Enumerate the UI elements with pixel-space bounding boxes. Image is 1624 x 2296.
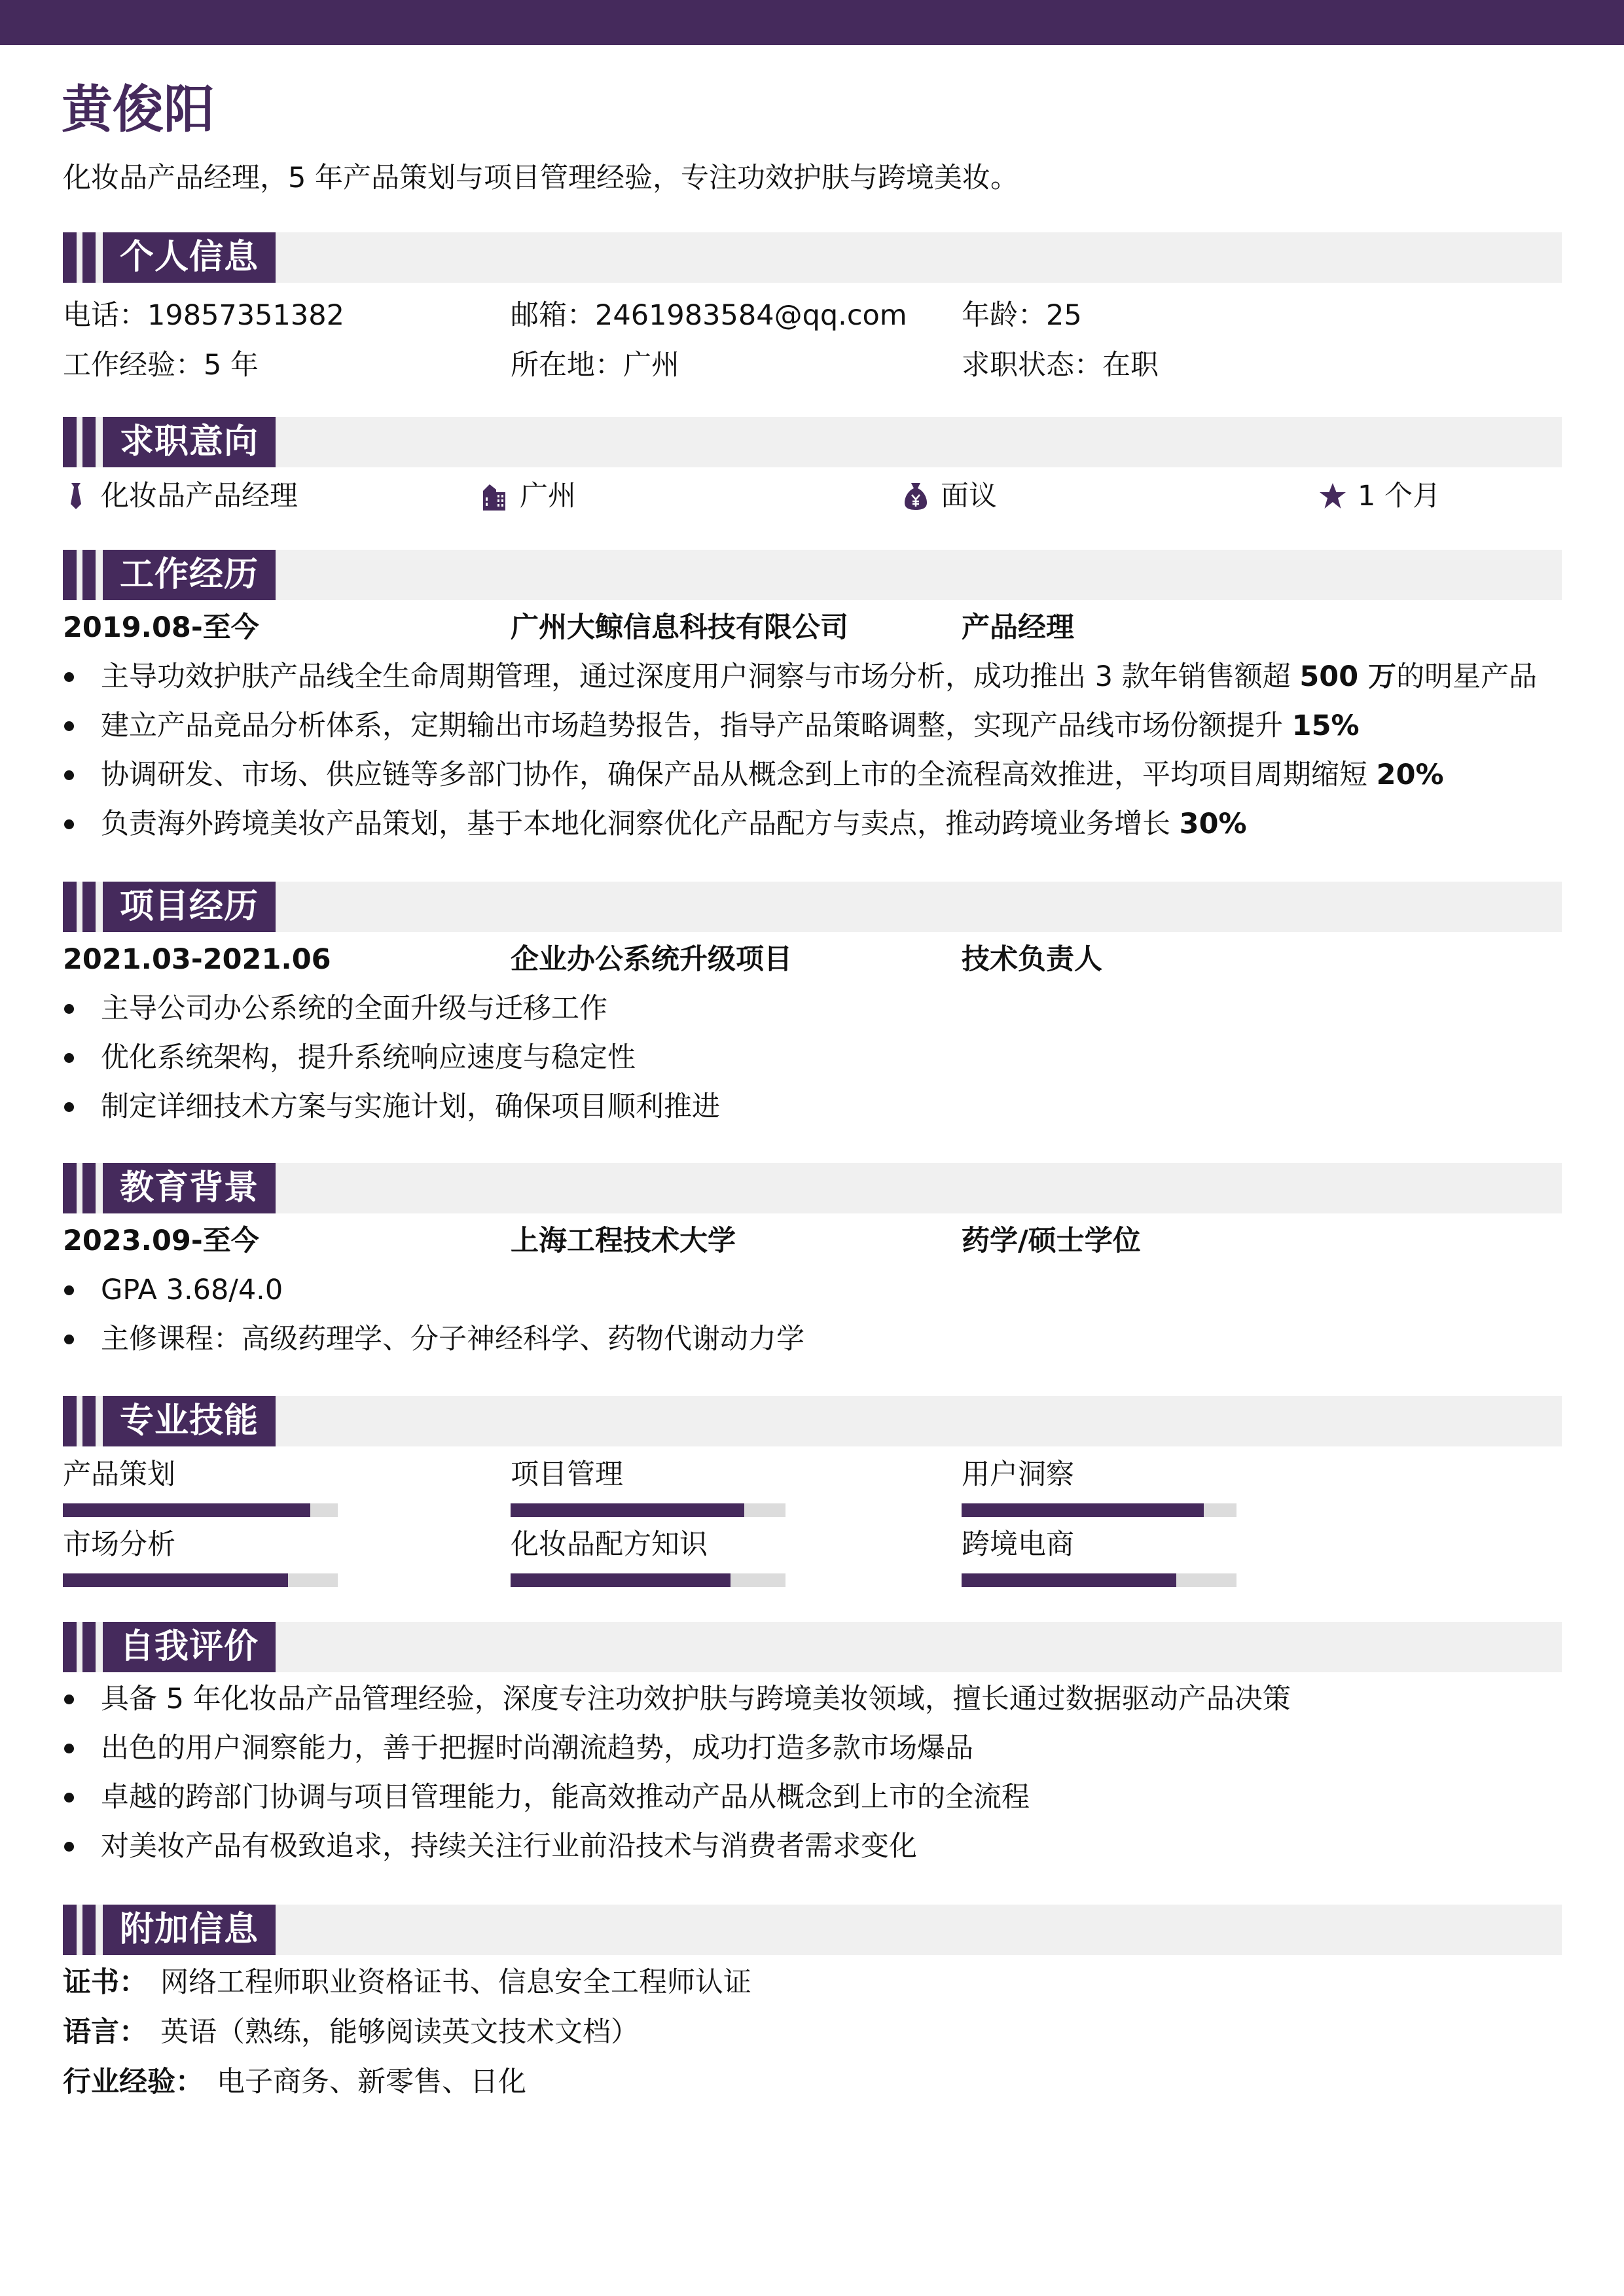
list-item: 主导公司办公系统的全面升级与迁移工作 — [63, 984, 1562, 1033]
extra-value: 电子商务、新零售、日化 — [217, 2066, 526, 2098]
header-stripe — [63, 232, 77, 283]
building-icon — [482, 482, 508, 511]
skill-name: 产品策划 — [63, 1458, 175, 1491]
project-role: 技术负责人 — [962, 943, 1102, 976]
skill-name: 项目管理 — [511, 1458, 623, 1491]
skill-name: 用户洞察 — [962, 1458, 1074, 1491]
list-item: 协调研发、市场、供应链等多部门协作，确保产品从概念到上市的全流程高效推进，平均项目周期缩短 20% — [63, 751, 1562, 800]
phone: 电话：19857351382 — [63, 299, 344, 332]
section-title: 工作经历 — [103, 550, 276, 600]
section-header — [63, 882, 1562, 932]
job-status: 求职状态：在职 — [962, 349, 1159, 382]
extra-certificates — [63, 1958, 1562, 2007]
education-degree: 药学/硕士学位 — [962, 1225, 1141, 1257]
section-personal-info — [63, 232, 1562, 390]
header-stripe — [63, 1622, 77, 1672]
list-item: 建立产品竞品分析体系，定期输出市场趋势报告，指导产品策略调整，实现产品线市场份额提升 15% — [63, 702, 1562, 751]
intent-position — [63, 471, 298, 521]
section-header — [63, 550, 1562, 600]
header-stripe — [63, 1905, 77, 1955]
work-role: 产品经理 — [962, 611, 1074, 644]
skill-name: 化妆品配方知识 — [511, 1528, 708, 1561]
skill-item — [63, 1525, 338, 1587]
list-item: 主修课程：高级药理学、分子神经科学、药物代谢动力学 — [63, 1315, 1562, 1364]
section-title: 项目经历 — [103, 882, 276, 932]
project-name: 企业办公系统升级项目 — [511, 943, 792, 976]
skill-bar-fill — [63, 1573, 288, 1587]
skill-bar — [63, 1573, 338, 1587]
skill-item — [511, 1455, 785, 1517]
skill-item — [962, 1455, 1236, 1517]
self-evaluation-bullets — [63, 1675, 1562, 1871]
section-self-evaluation — [63, 1622, 1562, 1871]
skill-item — [511, 1525, 785, 1587]
skill-bar — [511, 1503, 785, 1517]
extra-languages — [63, 2007, 1562, 2057]
header-stripe — [82, 1905, 96, 1955]
top-accent-bar — [0, 0, 1624, 45]
intent-position-text: 化妆品产品经理 — [101, 480, 298, 512]
skill-bar — [962, 1503, 1236, 1517]
money-bag-icon — [903, 482, 929, 511]
age: 年龄：25 — [962, 299, 1082, 332]
section-additional-info — [63, 1905, 1562, 2107]
skill-name: 市场分析 — [63, 1528, 175, 1561]
star-icon — [1320, 482, 1346, 511]
header-stripe — [82, 417, 96, 467]
list-item: 出色的用户洞察能力，善于把握时尚潮流趋势，成功打造多款市场爆品 — [63, 1724, 1562, 1773]
intent-city-text: 广州 — [520, 480, 576, 512]
candidate-name: 黄俊阳 — [62, 81, 215, 139]
list-item: 优化系统架构，提升系统响应速度与稳定性 — [63, 1033, 1562, 1083]
work-period: 2019.08-至今 — [63, 611, 259, 644]
skill-item — [63, 1455, 338, 1517]
header-stripe — [63, 1163, 77, 1213]
section-work-experience — [63, 550, 1562, 849]
skill-name: 跨境电商 — [962, 1528, 1074, 1561]
list-item: 卓越的跨部门协调与项目管理能力，能高效推动产品从概念到上市的全流程 — [63, 1773, 1562, 1822]
list-item: 具备 5 年化妆品产品管理经验，深度专注功效护肤与跨境美妆领域，擅长通过数据驱动产品决策 — [63, 1675, 1562, 1724]
header-stripe — [63, 882, 77, 932]
header-stripe — [82, 232, 96, 283]
skill-bar-fill — [962, 1573, 1176, 1587]
header-stripe — [82, 1396, 96, 1446]
candidate-summary: 化妆品产品经理，5 年产品策划与项目管理经验，专注功效护肤与跨境美妆。 — [63, 162, 1019, 194]
skill-bar-fill — [511, 1503, 744, 1517]
section-education — [63, 1163, 1562, 1364]
header-stripe — [82, 882, 96, 932]
header-stripe — [63, 417, 77, 467]
section-title: 附加信息 — [103, 1905, 276, 1955]
extra-key: 语言： — [63, 2016, 147, 2049]
section-header — [63, 232, 1562, 283]
skill-bar-fill — [63, 1503, 310, 1517]
education-bullets — [63, 1266, 1562, 1364]
header-stripe — [82, 1622, 96, 1672]
skill-bar — [962, 1573, 1236, 1587]
section-title: 个人信息 — [103, 232, 276, 283]
section-title: 求职意向 — [103, 417, 276, 467]
header-stripe — [82, 1163, 96, 1213]
education-entry-header — [63, 1216, 1562, 1266]
intent-salary — [903, 471, 997, 521]
email: 邮箱：2461983584@qq.com — [511, 299, 907, 332]
section-title: 专业技能 — [103, 1396, 276, 1446]
section-header — [63, 1905, 1562, 1955]
intent-salary-text: 面议 — [941, 480, 997, 512]
list-item: 对美妆产品有极致追求，持续关注行业前沿技术与消费者需求变化 — [63, 1822, 1562, 1871]
list-item: 主导功效护肤产品线全生命周期管理，通过深度用户洞察与市场分析，成功推出 3 款年销售额超 500 万的明星产品 — [63, 653, 1562, 702]
list-item: 制定详细技术方案与实施计划，确保项目顺利推进 — [63, 1083, 1562, 1132]
section-project-experience — [63, 882, 1562, 1132]
section-header — [63, 1163, 1562, 1213]
work-entry-header — [63, 603, 1562, 653]
section-title: 教育背景 — [103, 1163, 276, 1213]
extra-value: 网络工程师职业资格证书、信息安全工程师认证 — [160, 1966, 751, 1999]
extra-value: 英语（熟练，能够阅读英文技术文档） — [160, 2016, 639, 2049]
skill-bar-fill — [511, 1573, 731, 1587]
skill-bar — [511, 1573, 785, 1587]
header-stripe — [63, 1396, 77, 1446]
project-entry-header — [63, 935, 1562, 984]
section-skills — [63, 1396, 1562, 1612]
tie-icon — [63, 482, 89, 511]
intent-city — [482, 471, 576, 521]
location: 所在地：广州 — [511, 349, 679, 382]
extra-key: 行业经验： — [63, 2066, 204, 2098]
project-period: 2021.03-2021.06 — [63, 943, 331, 976]
work-experience: 工作经验：5 年 — [63, 349, 259, 382]
list-item: 负责海外跨境美妆产品策划，基于本地化洞察优化产品配方与卖点，推动跨境业务增长 30% — [63, 800, 1562, 849]
skill-bar-fill — [962, 1503, 1204, 1517]
work-bullets — [63, 653, 1562, 849]
list-item: GPA 3.68/4.0 — [63, 1266, 1562, 1315]
intent-availability-text: 1 个月 — [1358, 480, 1441, 512]
section-header — [63, 1622, 1562, 1672]
section-header — [63, 1396, 1562, 1446]
info-row — [63, 291, 1562, 340]
extra-key: 证书： — [63, 1966, 147, 1999]
intent-row — [63, 471, 1562, 521]
work-company: 广州大鲸信息科技有限公司 — [511, 611, 848, 644]
extra-industry — [63, 2057, 1562, 2107]
education-period: 2023.09-至今 — [63, 1225, 259, 1257]
project-bullets — [63, 984, 1562, 1132]
section-title: 自我评价 — [103, 1622, 276, 1672]
intent-availability — [1320, 471, 1441, 521]
education-school: 上海工程技术大学 — [511, 1225, 736, 1257]
info-row — [63, 340, 1562, 390]
header-stripe — [82, 550, 96, 600]
skill-bar — [63, 1503, 338, 1517]
skill-item — [962, 1525, 1236, 1587]
section-job-intent — [63, 417, 1562, 521]
section-header — [63, 417, 1562, 467]
header-stripe — [63, 550, 77, 600]
